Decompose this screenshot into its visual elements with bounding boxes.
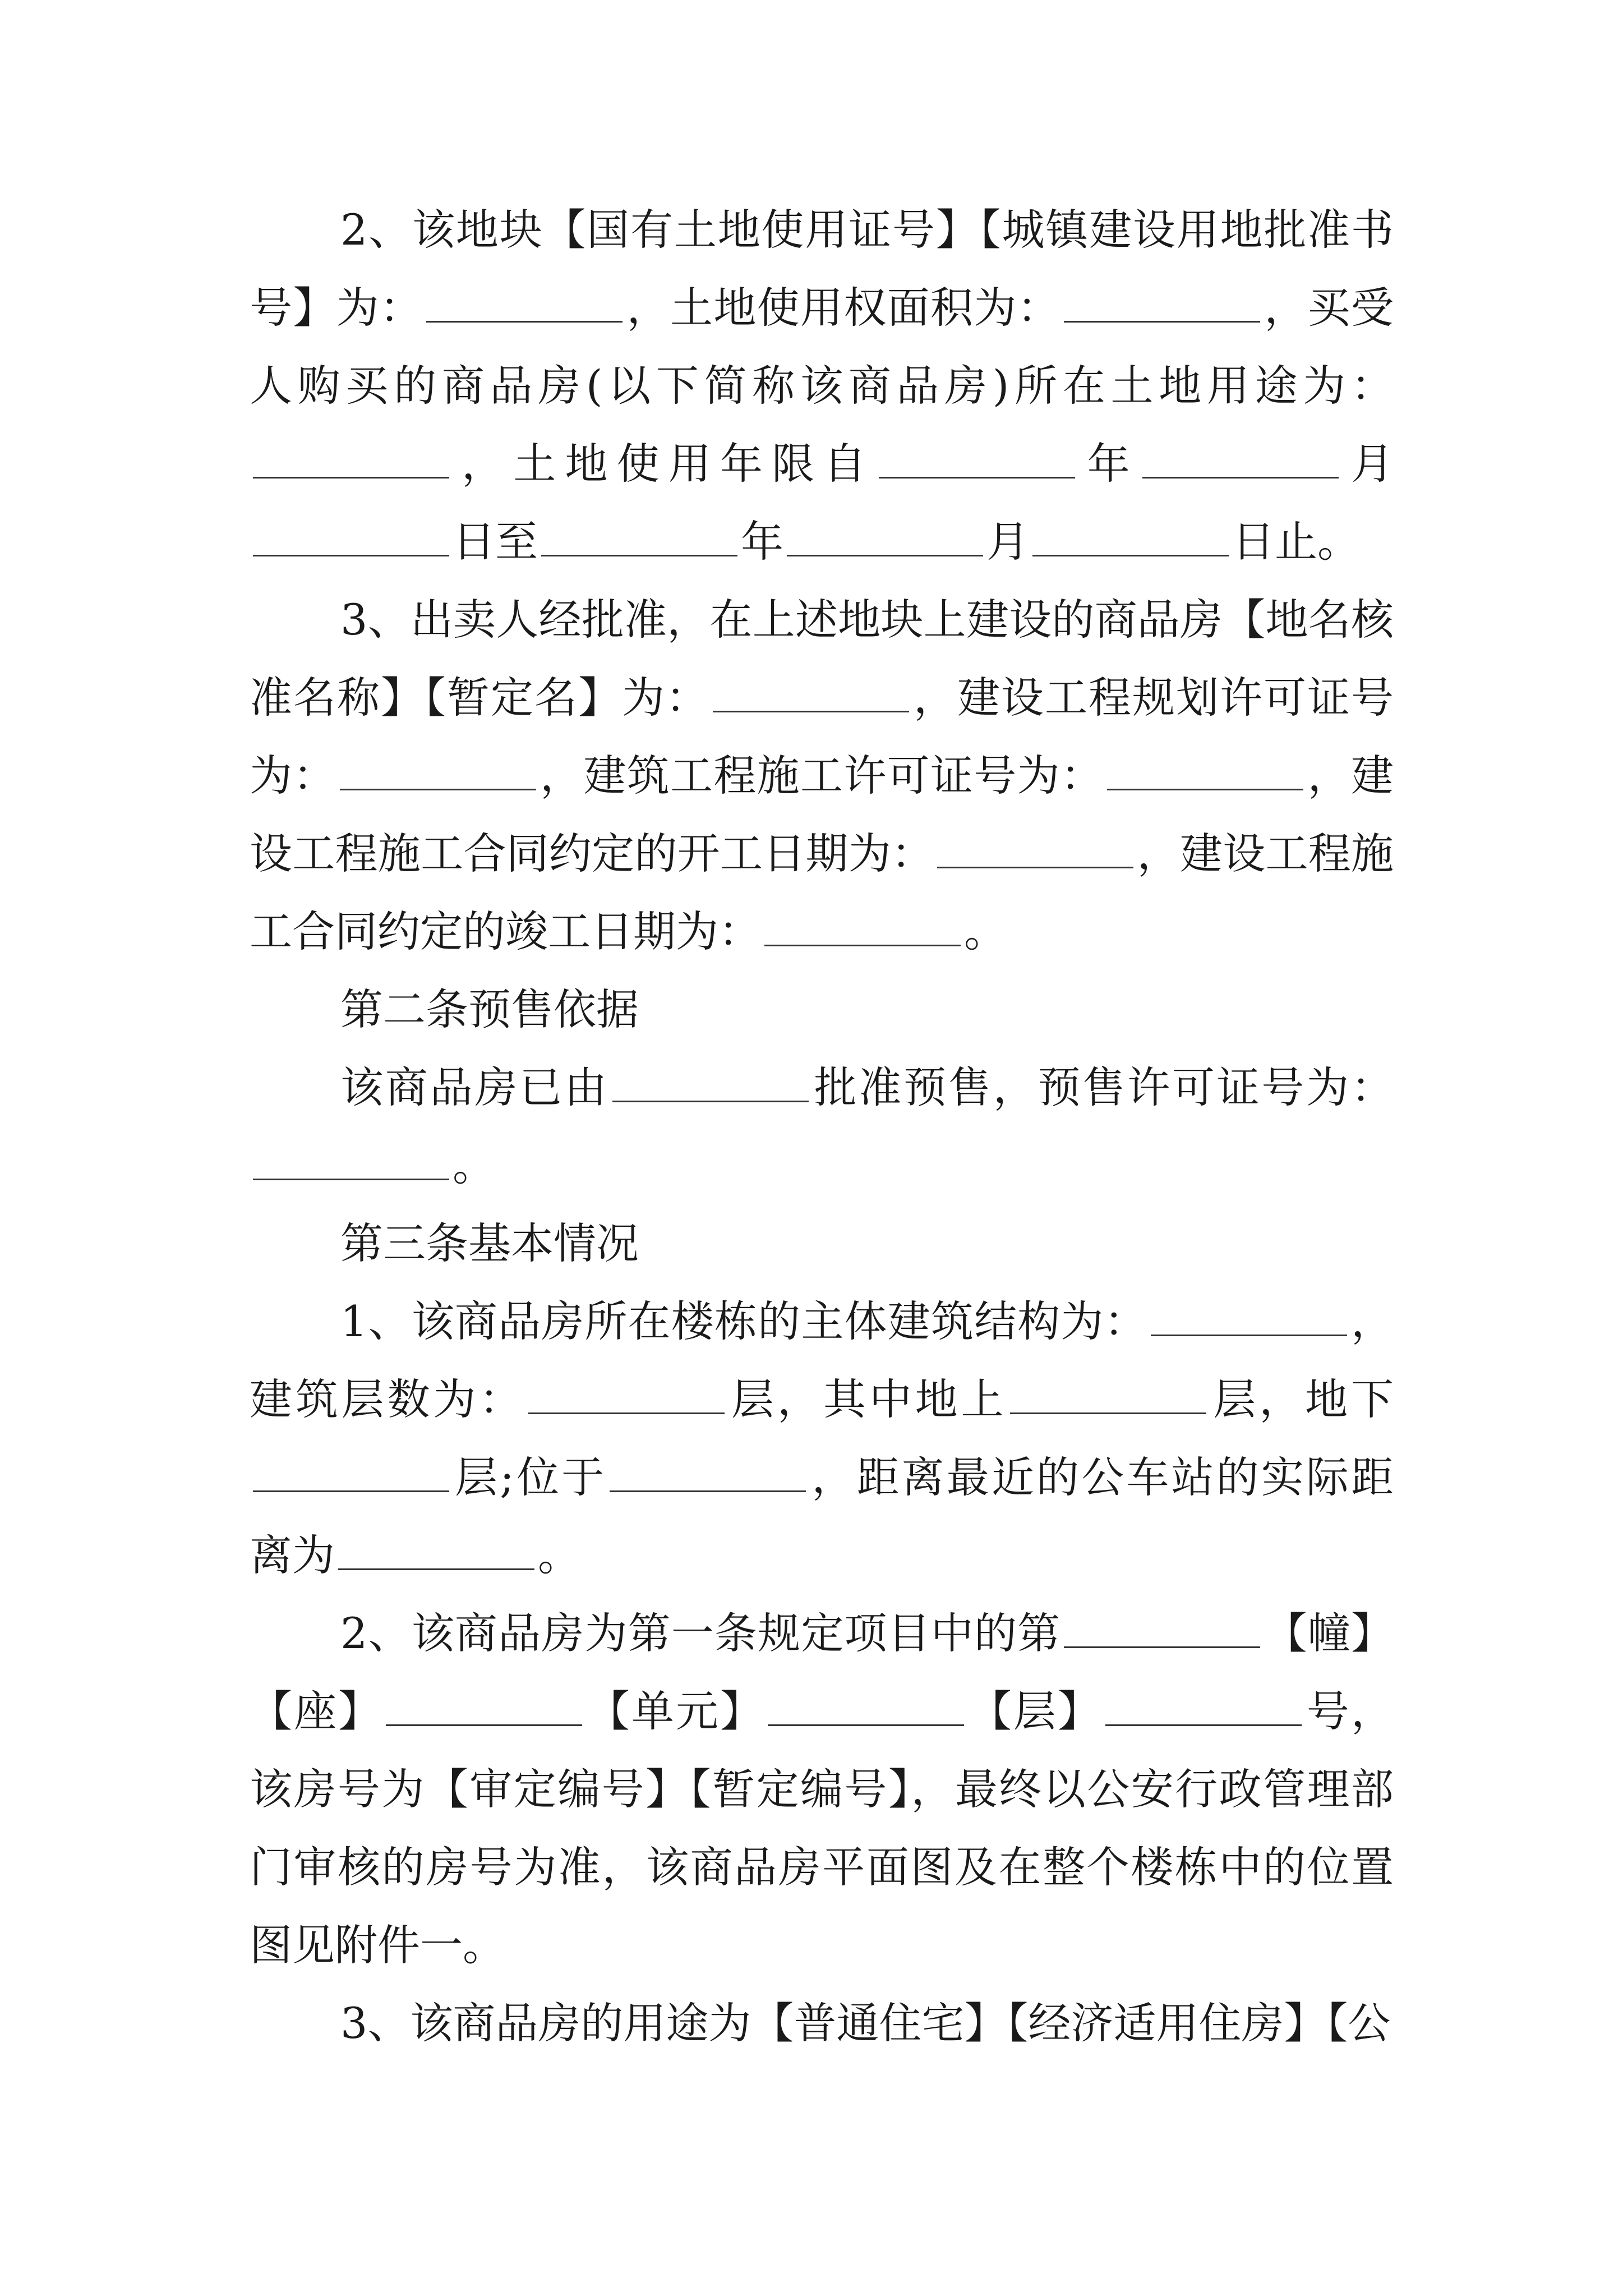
fill-in-blank[interactable] <box>1064 285 1260 323</box>
fill-in-blank[interactable] <box>253 1143 449 1180</box>
paragraph-text: 第二条预售依据 <box>340 984 639 1034</box>
paragraph-text: 2、该地块【国有土地使用证号】【城镇建设用地批准书号】为： <box>250 205 1394 333</box>
paragraph-text: ，建筑工程施工许可证号为： <box>539 751 1104 800</box>
fill-in-blank[interactable] <box>426 285 623 323</box>
paragraph-text: ，建设工程规划许可证号为： <box>250 673 1394 800</box>
section-heading <box>250 1204 1394 1282</box>
fill-in-blank[interactable] <box>338 1533 534 1570</box>
fill-in-blank[interactable] <box>768 1688 964 1726</box>
fill-in-blank[interactable] <box>1107 753 1303 790</box>
fill-in-blank[interactable] <box>386 1688 582 1726</box>
contract-paragraph <box>250 1594 1394 1984</box>
paragraph-text: 该商品房已由 <box>340 1062 609 1112</box>
fill-in-blank[interactable] <box>340 753 536 790</box>
paragraph-text: 日止。 <box>1232 517 1360 567</box>
paragraph-text: 月 <box>986 517 1029 567</box>
paragraph-text: 2、该商品房为第一条规定项目中的第 <box>340 1608 1061 1658</box>
fill-in-blank[interactable] <box>612 1065 809 1102</box>
fill-in-blank[interactable] <box>713 675 909 712</box>
paragraph-text: 月 <box>1341 439 1394 489</box>
paragraph-text: 第三条基本情况 <box>340 1218 639 1268</box>
contract-paragraph <box>250 1048 1394 1204</box>
paragraph-text: 。 <box>964 907 1007 956</box>
fill-in-blank[interactable] <box>253 441 449 478</box>
contract-paragraph <box>250 191 1394 581</box>
paragraph-text: 年 <box>741 517 783 567</box>
fill-in-blank[interactable] <box>1032 519 1229 556</box>
paragraph-text: 日至 <box>453 517 538 567</box>
contract-paragraph <box>250 581 1394 970</box>
paragraph-text: 年 <box>1078 439 1139 489</box>
fill-in-blank[interactable] <box>1010 1377 1206 1414</box>
paragraph-text: 层，其中地上 <box>728 1374 1007 1424</box>
fill-in-blank[interactable] <box>610 1455 806 1492</box>
fill-in-blank[interactable] <box>1142 441 1339 478</box>
section-heading <box>250 970 1394 1048</box>
fill-in-blank[interactable] <box>879 441 1075 478</box>
paragraph-text: 3、该商品房的用途为【普通住宅】【经济适用住房】【公 <box>340 1998 1391 2048</box>
paragraph-text: 【层】 <box>967 1686 1102 1736</box>
fill-in-blank[interactable] <box>1105 1688 1302 1726</box>
paragraph-text: 层;位于 <box>453 1452 607 1502</box>
paragraph-text: 号，该房号为【审定编号】【暂定编号】，最终以公安行政管理部门审核的房号为准，该商品房平面图及在整个楼栋中的位置图见附件一。 <box>250 1686 1394 1970</box>
fill-in-blank[interactable] <box>937 831 1133 868</box>
paragraph-text: 3、出卖人经批准，在上述地块上建设的商品房【地名核准名称】【暂定名】为： <box>250 595 1394 723</box>
paragraph-text: ，买受人购买的商品房(以下简称该商品房)所在土地用途为： <box>250 283 1394 411</box>
fill-in-blank[interactable] <box>528 1377 725 1414</box>
paragraph-text: ，建设工程施工合同约定的竣工日期为： <box>250 829 1394 956</box>
fill-in-blank[interactable] <box>1151 1299 1347 1336</box>
paragraph-text: 【幢】【座】 <box>250 1608 1394 1736</box>
paragraph-text: ，距离最近的公车站的实际距离为 <box>250 1452 1394 1580</box>
paragraph-text: 。 <box>538 1530 580 1580</box>
contract-page <box>250 191 1394 2062</box>
fill-in-blank[interactable] <box>541 519 737 556</box>
paragraph-text: 1、该商品房所在楼栋的主体建筑结构为： <box>340 1296 1147 1346</box>
paragraph-text: 【单元】 <box>585 1686 764 1736</box>
fill-in-blank[interactable] <box>253 1455 449 1492</box>
fill-in-blank[interactable] <box>253 519 449 556</box>
fill-in-blank[interactable] <box>787 519 983 556</box>
paragraph-text: 批准预售，预售许可证号为： <box>811 1062 1394 1112</box>
paragraph-text: ，土地使用权面积为： <box>626 283 1061 333</box>
paragraph-text: ，建筑层数为： <box>250 1296 1394 1424</box>
paragraph-text: 。 <box>453 1140 495 1190</box>
contract-paragraph <box>250 1282 1394 1594</box>
paragraph-text: ，建设工程施工合同约定的开工日期为： <box>250 751 1394 878</box>
contract-paragraph <box>250 1984 1394 2062</box>
fill-in-blank[interactable] <box>1064 1611 1260 1648</box>
paragraph-text: ，土地使用年限自 <box>453 439 875 489</box>
paragraph-text: 层，地下 <box>1210 1374 1394 1424</box>
fill-in-blank[interactable] <box>764 909 961 946</box>
